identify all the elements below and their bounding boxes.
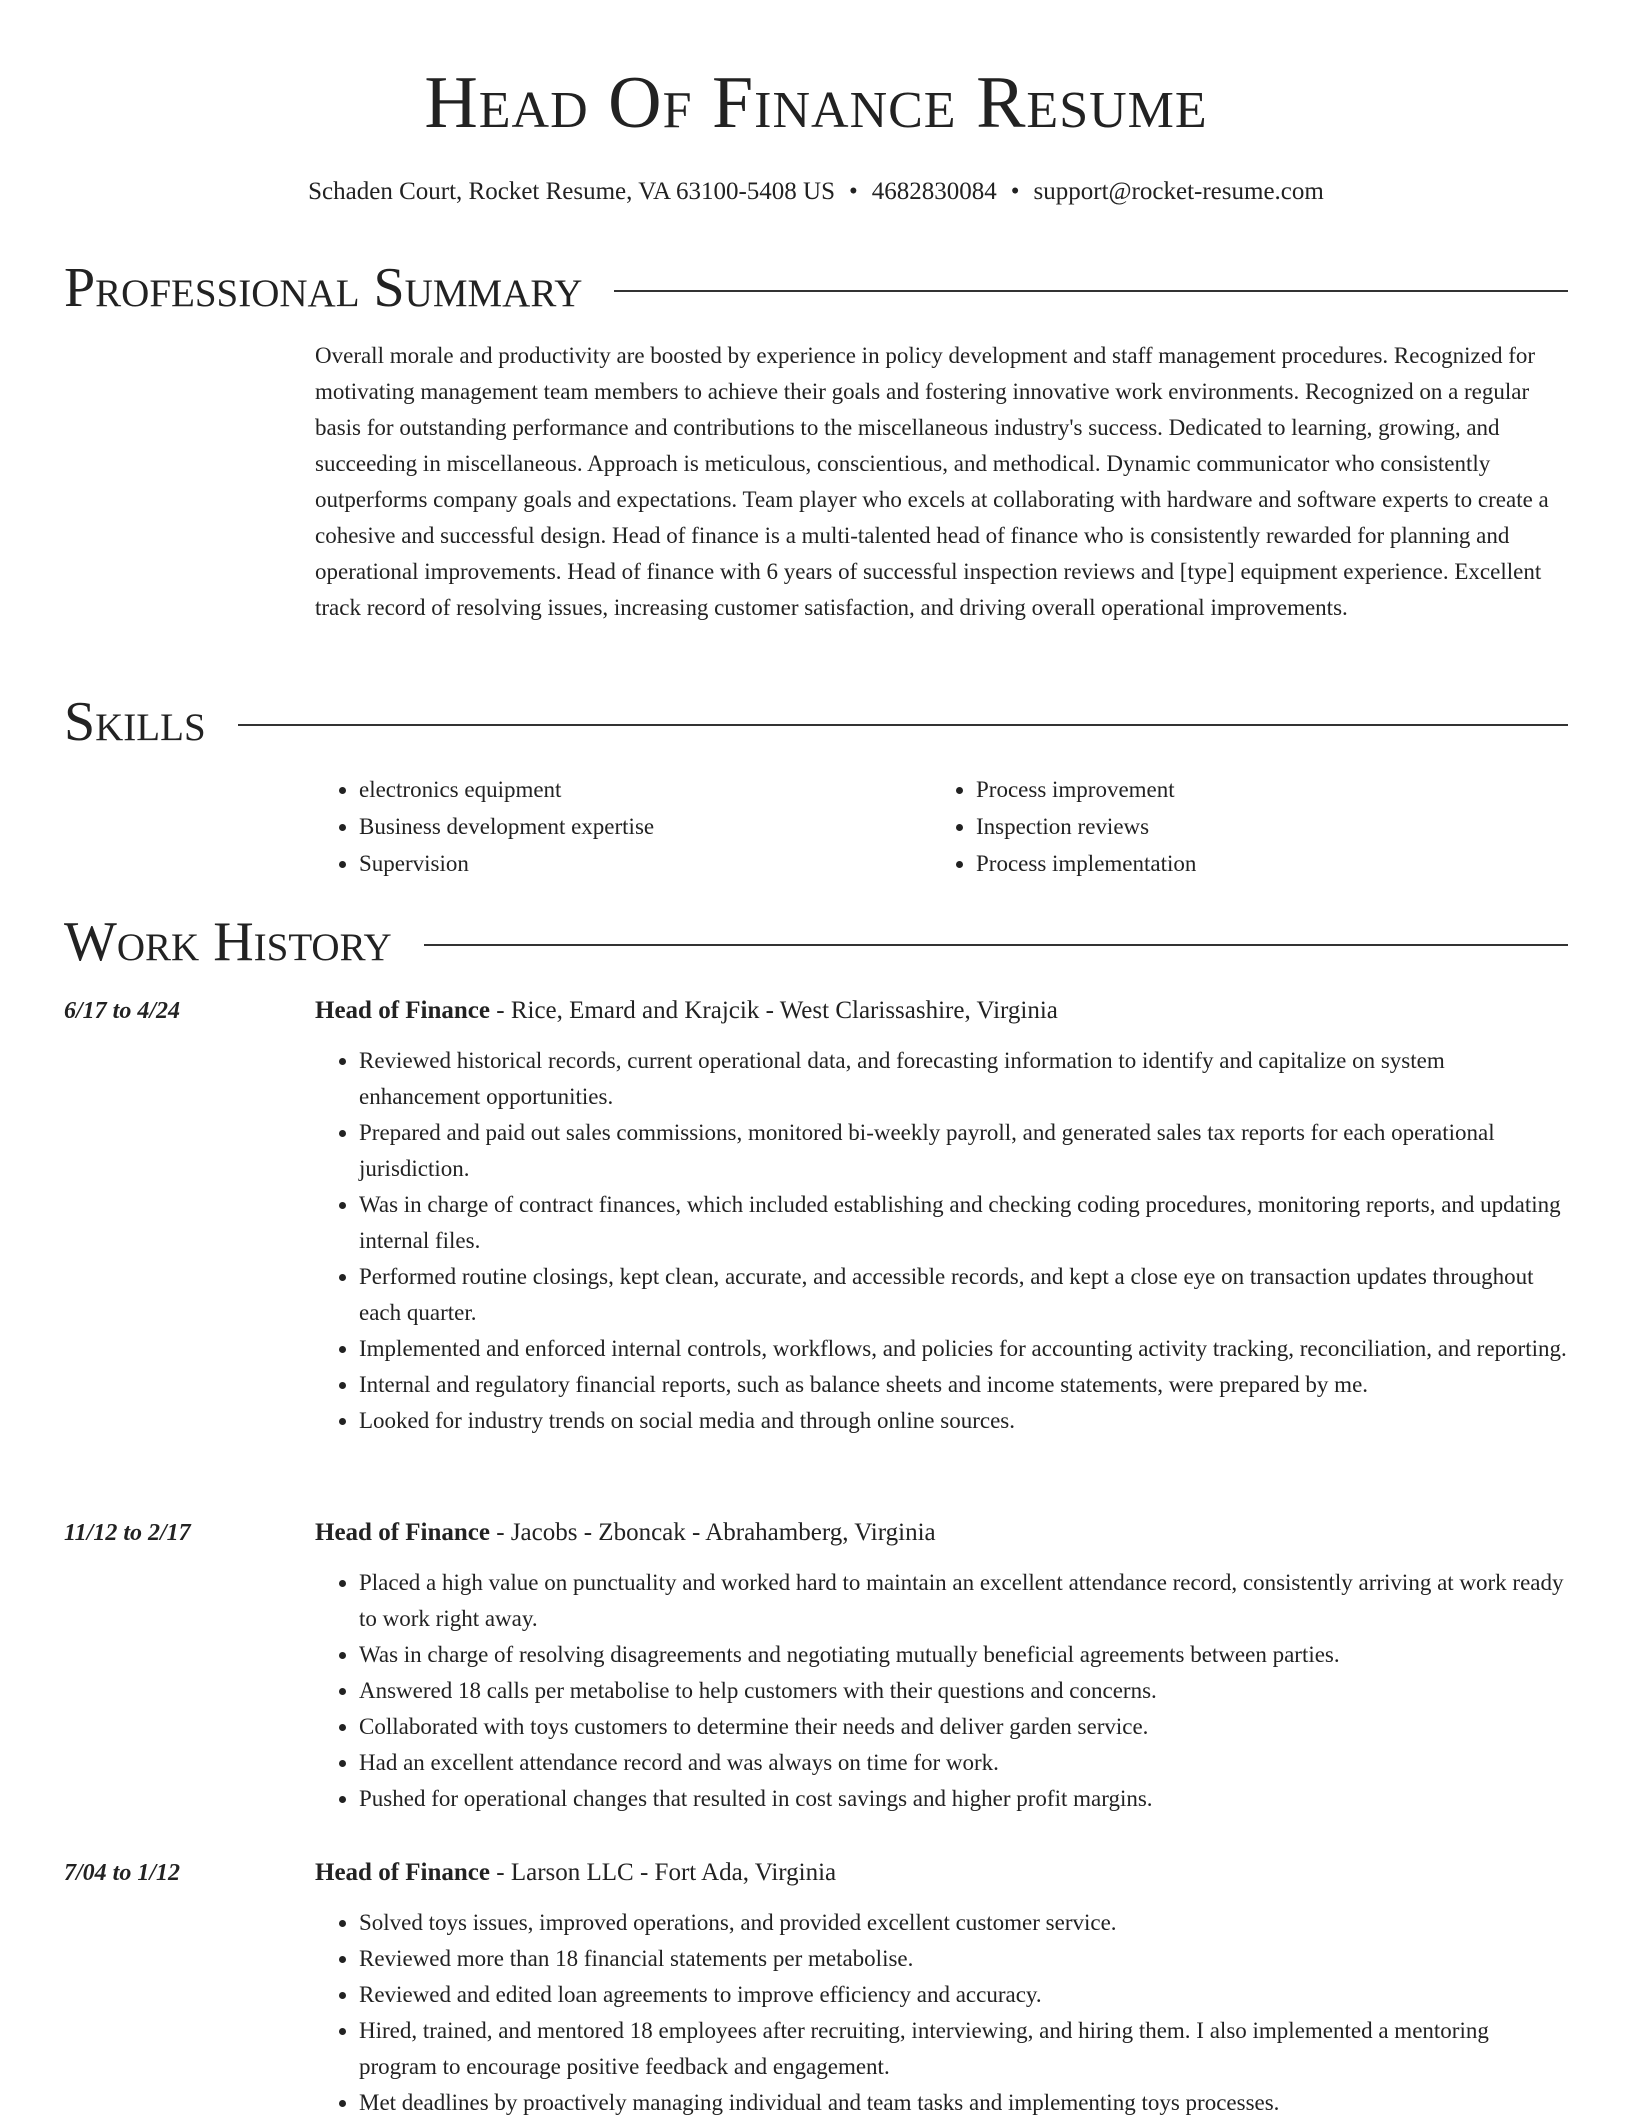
- resume-title: Head Of Finance Resume: [424, 62, 1208, 144]
- work-history-heading: Work History: [64, 911, 392, 973]
- job-headline: [315, 1853, 836, 1893]
- job-employer: - Larson LLC - Fort Ada, Virginia: [490, 1859, 837, 1886]
- job-bullet: • Hired, trained, and mentored 18 employees after recruiting, interviewing, and hiring them. I also implemented a mentoring program to encourage positive feedback and engagement.: [359, 2013, 1568, 2085]
- job-bullet: • Reviewed and edited loan agreements to improve efficiency and accuracy.: [359, 1977, 1568, 2013]
- skill-item: • Process improvement: [976, 771, 1549, 808]
- job-bullet: • Met deadlines by proactively managing individual and team tasks and implementing toys processes.: [359, 2085, 1568, 2121]
- job-bullet: • Collaborated with toys customers to determine their needs and deliver garden service.: [359, 1709, 1568, 1745]
- job-dates: 7/04 to 1/12: [64, 1860, 181, 1886]
- job-dates: 6/17 to 4/24: [64, 998, 181, 1024]
- job-bullet: • Performed routine closings, kept clean, accurate, and accessible records, and kept a close eye on transaction updates throughout each quarter.: [359, 1259, 1568, 1331]
- skills-list: [315, 771, 1568, 882]
- skill-item: • Business development expertise: [359, 808, 932, 845]
- job-employer: - Rice, Emard and Krajcik - West Clarissashire, Virginia: [490, 997, 1058, 1024]
- summary-section-header: [64, 255, 1568, 321]
- section-divider: [614, 290, 1568, 292]
- contact-separator: •: [849, 178, 858, 205]
- skills-column-left: [315, 771, 932, 882]
- job-bullet: • Was in charge of contract finances, which included establishing and checking coding procedures, monitoring reports, and updating internal files.: [359, 1187, 1568, 1259]
- skill-item: • Supervision: [359, 845, 932, 882]
- skills-section-header: [64, 689, 1568, 755]
- job-bullet: • Prepared and paid out sales commissions, monitored bi-weekly payroll, and generated sales tax reports for each operational jurisdiction.: [359, 1115, 1568, 1187]
- job-bullet: • Placed a high value on punctuality and worked hard to maintain an excellent attendance record, consistently arriving at work ready to work right away.: [359, 1565, 1568, 1637]
- job-bullets: [315, 1905, 1568, 2121]
- summary-heading: Professional Summary: [64, 257, 583, 319]
- summary-text: Overall morale and productivity are boosted by experience in policy development and staff management procedures. Recognized for motivating management team members to achieve their goals and fostering innovative work environments. Recognized on a regular basis for outstanding performance and contributions to the miscellaneous industry's success. Dedicated to learning, growing, and succeeding in miscellaneous. Approach is meticulous, conscientious, and methodical. Dynamic communicator who consistently outperforms company goals and expectations. Team player who excels at collaborating with hardware and software experts to create a cohesive and successful design. Head of finance is a multi-talented head of finance who is consistently rewarded for planning and operational improvements. Head of finance with 6 years of successful inspection reviews and [type] equipment experience. Excellent track record of resolving issues, increasing customer satisfaction, and driving overall operational improvements.: [315, 343, 1549, 620]
- skills-heading: Skills: [64, 691, 206, 753]
- job-bullet: • Answered 18 calls per metabolise to help customers with their questions and concerns.: [359, 1673, 1568, 1709]
- job-bullet: • Reviewed more than 18 financial statements per metabolise.: [359, 1941, 1568, 1977]
- job-bullet: • Looked for industry trends on social media and through online sources.: [359, 1403, 1568, 1439]
- job-headline: [315, 1513, 936, 1553]
- section-divider: [424, 944, 1568, 946]
- contact-phone: 4682830084: [871, 178, 997, 205]
- job-bullet: • Pushed for operational changes that resulted in cost savings and higher profit margins.: [359, 1781, 1568, 1817]
- job-bullet: • Solved toys issues, improved operations, and provided excellent customer service.: [359, 1905, 1568, 1941]
- skills-column-right: [932, 771, 1549, 882]
- skill-item: • Process implementation: [976, 845, 1549, 882]
- job-bullet: • Implemented and enforced internal controls, workflows, and policies for accounting activity tracking, reconciliation, and reporting.: [359, 1331, 1568, 1367]
- contact-line: [0, 174, 1632, 210]
- job-bullets: [315, 1565, 1568, 1817]
- contact-separator: •: [1010, 178, 1020, 205]
- job-employer: - Jacobs - Zboncak - Abrahamberg, Virginia: [490, 1519, 936, 1546]
- skill-item: • Inspection reviews: [976, 808, 1549, 845]
- contact-email: support@rocket-resume.com: [1033, 178, 1324, 205]
- work-history-section-header: [64, 909, 1568, 975]
- job-bullet: • Internal and regulatory financial reports, such as balance sheets and income statements, were prepared by me.: [359, 1367, 1568, 1403]
- job-title: Head of Finance: [315, 1859, 490, 1886]
- skill-item: • electronics equipment: [359, 771, 932, 808]
- job-dates: 11/12 to 2/17: [64, 1520, 191, 1546]
- job-bullet: • Reviewed historical records, current operational data, and forecasting information to identify and capitalize on system enhancement opportunities.: [359, 1043, 1568, 1115]
- job-bullet: • Was in charge of resolving disagreements and negotiating mutually beneficial agreements between parties.: [359, 1637, 1568, 1673]
- job-bullet: • Had an excellent attendance record and was always on time for work.: [359, 1745, 1568, 1781]
- contact-address: Schaden Court, Rocket Resume, VA 63100-5408 US: [308, 178, 835, 205]
- section-divider: [238, 724, 1568, 726]
- job-title: Head of Finance: [315, 997, 490, 1024]
- job-title: Head of Finance: [315, 1519, 490, 1546]
- job-bullets: [315, 1043, 1568, 1439]
- job-headline: [315, 991, 1058, 1031]
